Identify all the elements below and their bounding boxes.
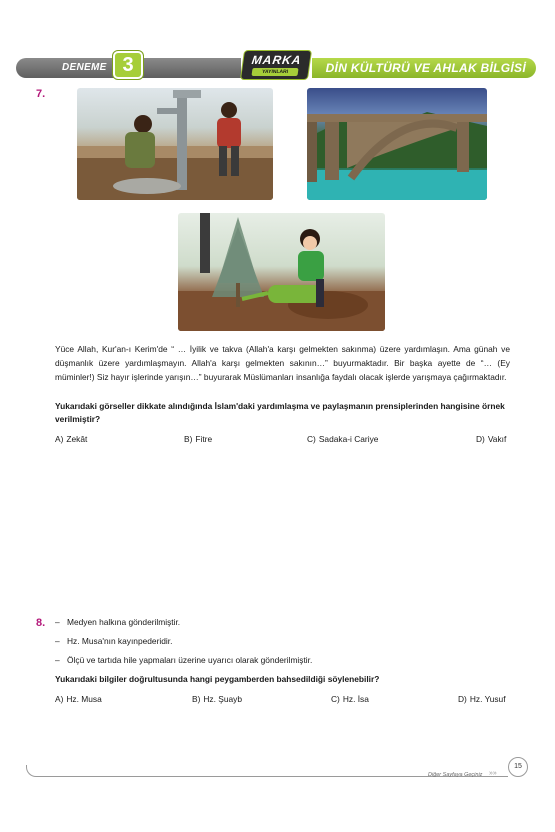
option-label: C) <box>331 694 340 704</box>
option-text: Hz. Yusuf <box>469 694 506 704</box>
question-8-clues <box>55 617 510 674</box>
q7-option-a[interactable] <box>55 434 87 444</box>
option-text: Vakıf <box>487 434 507 444</box>
option-text: Hz. Şuayb <box>203 694 243 704</box>
list-item <box>55 636 510 655</box>
option-label: D) <box>476 434 485 444</box>
clue-text: Ölçü ve tartıda hile yapmaları üzerine uyarıcı olarak gönderilmiştir. <box>67 655 313 665</box>
clue-text: Hz. Musa'nın kayınpederidir. <box>67 636 173 646</box>
bullet-dash: – <box>55 655 60 665</box>
next-page-note: Diğer Sayfaya Geçiniz <box>428 772 483 778</box>
page-number: 15 <box>508 757 528 777</box>
question-7-paragraph: Yüce Allah, Kur'an-ı Kerim'de “ … İyilik ve takva (Allah'a karşı gelmekten sakınma) üzere yardımlaşın. Ama günah ve düşmanlık üzere yardımlaşmayın. Allah'a karşı gelmekten sakının…” buyurmaktadır. Bir başka ayette de “… (Ey müminler!) Siz hayır işlerinde yarışın…” buyurarak Müslümanları insanlığa faydalı olacak işlerde yarışmaya çağırmaktadır. <box>55 344 510 382</box>
question-7-number: 7. <box>36 88 46 100</box>
option-label: B) <box>184 434 193 444</box>
photo-stone-bridge <box>307 88 487 200</box>
subject-title: DİN KÜLTÜRÜ VE AHLAK BİLGİSİ <box>325 61 526 75</box>
list-item <box>55 655 510 674</box>
exam-label: DENEME <box>62 62 107 73</box>
list-item <box>55 617 510 636</box>
logo-subtitle: YAYINLARI <box>251 68 298 76</box>
bullet-dash: – <box>55 636 60 646</box>
option-label: A) <box>55 694 64 704</box>
option-label: A) <box>55 434 64 444</box>
option-text: Hz. İsa <box>342 694 369 704</box>
page-header <box>16 55 536 81</box>
option-text: Hz. Musa <box>66 694 102 704</box>
q8-option-b[interactable] <box>192 694 242 704</box>
publisher-logo <box>240 50 312 80</box>
q8-option-d[interactable] <box>458 694 506 704</box>
question-8-number: 8. <box>36 617 46 629</box>
q8-option-c[interactable] <box>331 694 369 704</box>
photo-girl-watering-tree <box>178 213 385 331</box>
q8-option-a[interactable] <box>55 694 102 704</box>
clue-text: Medyen halkına gönderilmiştir. <box>67 617 181 627</box>
question-7-prompt: Yukarıdaki görseller dikkate alındığında İslam'daki yardımlaşma ve paylaşmanın prensiplerinden hangisine örnek verilmiştir? <box>55 401 505 424</box>
logo-title: MARKA <box>250 53 303 67</box>
option-label: C) <box>307 434 316 444</box>
option-label: D) <box>458 694 467 704</box>
option-text: Sadaka-i Cariye <box>318 434 379 444</box>
chevron-right-icon: »» <box>489 770 497 777</box>
q7-option-b[interactable] <box>184 434 212 444</box>
question-8-prompt: Yukarıdaki bilgiler doğrultusunda hangi peygamberden bahsedildiği söylenebilir? <box>55 674 380 684</box>
subject-banner <box>312 58 536 78</box>
q7-option-d[interactable] <box>476 434 506 444</box>
q7-option-c[interactable] <box>307 434 378 444</box>
photo-children-water-pump <box>77 88 273 200</box>
option-text: Zekât <box>66 434 88 444</box>
exam-number-badge: 3 <box>113 51 143 79</box>
option-label: B) <box>192 694 201 704</box>
option-text: Fitre <box>195 434 213 444</box>
bullet-dash: – <box>55 617 60 627</box>
